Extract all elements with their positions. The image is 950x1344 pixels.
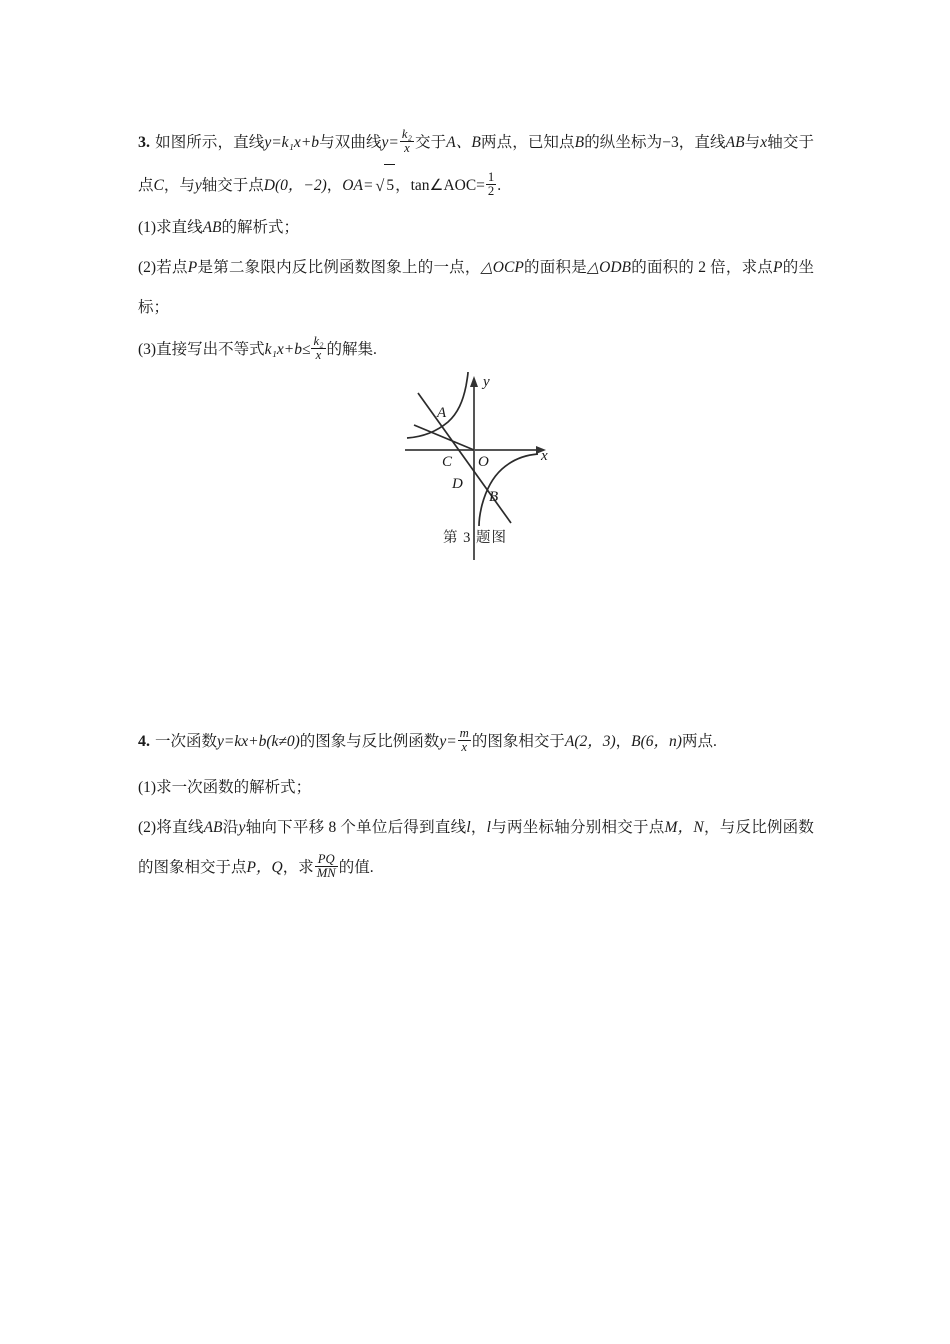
fraction-numerator: 1	[487, 169, 495, 184]
sub-question-text-b: 的解集.	[326, 341, 377, 358]
problem-3-stem-text-l: .	[497, 177, 502, 194]
problem-3-stem	[138, 122, 814, 207]
sub-question-text-c: 的面积是	[523, 259, 587, 276]
sub-question-math-a: AB	[203, 819, 223, 836]
sub-question-text-e: 的坐标；	[138, 259, 814, 316]
problem-3-point-d: D(0，−2)	[263, 177, 327, 194]
figure-label-y: y	[483, 374, 490, 390]
fraction-denominator: x	[311, 348, 325, 362]
sub-question-label: (1)	[138, 219, 157, 236]
problem-3-sub-2	[138, 248, 814, 328]
problem-4-number: 4.	[138, 733, 150, 750]
figure-label-C: C	[442, 454, 453, 470]
problem-3-hyper-lead: y=	[381, 134, 399, 151]
sub-question-math-d: P	[773, 259, 783, 276]
problem-3-tan-fraction	[486, 171, 496, 199]
sub-question-text-d: 的面积的 2 倍，求点	[630, 259, 774, 276]
problem-3-segment-ab: AB	[725, 134, 745, 151]
x-axis	[405, 446, 546, 454]
triangle-ocp: △OCP	[480, 259, 524, 276]
ratio-pq-mn-fraction	[315, 853, 338, 881]
problem-4-point-b: B(6，n)	[631, 733, 682, 750]
sub-question-text-h: 的值.	[338, 859, 374, 876]
problem-3-stem-text-f: 与	[744, 134, 761, 151]
sub-question-math-b: y	[238, 819, 246, 836]
problem-4-sub-2	[138, 808, 814, 888]
fraction-denominator: x	[400, 141, 414, 155]
problem-3-figure-caption: 第 3 题图	[443, 530, 507, 546]
triangle-odb: △ODB	[586, 259, 631, 276]
problem-3-point-c: C	[153, 177, 164, 194]
problem-3-stem-text-c: 交于	[414, 134, 447, 151]
fraction-numerator: k₂	[401, 126, 412, 141]
sub-question-text-a: 直接写出不等式	[156, 341, 265, 358]
problem-3-stem-text-g: 轴交于点	[138, 134, 814, 194]
sub-question-text-a: 求直线	[156, 219, 203, 236]
problem-4-hyperbola-fraction	[458, 727, 471, 755]
problem-3-stem-text-h: ，与	[163, 177, 195, 194]
fraction-numerator: m	[459, 725, 469, 740]
problem-4-stem-text-a: 一次函数	[155, 733, 218, 750]
problem-3-sub-1	[138, 208, 814, 248]
figure-label-O: O	[478, 454, 489, 470]
sub-question-label: (1)	[138, 779, 157, 796]
figure-label-A: A	[437, 405, 447, 421]
sub-question-text-b: 的解析式；	[221, 219, 300, 236]
problem-4-point-a: A(2，3)	[564, 733, 616, 750]
problem-3-points-ab: A、B	[446, 134, 481, 151]
sub-question-math-a: AB	[202, 219, 222, 236]
problem-4-stem-text-d: ，	[615, 733, 632, 750]
fraction-numerator: PQ	[317, 851, 335, 866]
problem-4-line-equation: y=kx+b(k≠0)	[217, 733, 300, 750]
sub-question-text-b: 沿	[222, 819, 239, 836]
radical-sign: √	[375, 177, 385, 195]
inequality-fraction	[311, 335, 325, 363]
fraction-numerator: k₂	[313, 333, 324, 348]
fraction-denominator: MN	[316, 866, 336, 881]
problem-3-stem-text-a: 如图所示，直线	[155, 134, 265, 151]
sub-question-text-a: 求一次函数的解析式；	[156, 779, 312, 796]
points-p-q: P，Q	[246, 859, 283, 876]
sub-question-math-d: l	[486, 819, 491, 836]
problem-3-sub-3	[138, 330, 814, 370]
sub-question-label: (2)	[138, 259, 157, 276]
sub-question-label: (3)	[138, 341, 157, 358]
problem-3-stem-text-b: 与双曲线	[319, 134, 382, 151]
sub-question-math-c: l	[466, 819, 471, 836]
fraction-denominator: 2	[487, 184, 495, 199]
figure-label-x: x	[541, 448, 548, 464]
problem-3-stem-text-i: 轴交于点	[201, 177, 264, 194]
points-m-n: M，N	[664, 819, 704, 836]
problem-4-sub-1	[138, 768, 814, 808]
sub-question-text-a: 若点	[156, 259, 188, 276]
problem-4-stem-text-c: 的图象相交于	[471, 733, 565, 750]
sub-question-text-g: ，求	[282, 859, 314, 876]
sub-question-text-b: 是第二象限内反比例函数图象上的一点，	[197, 259, 481, 276]
sub-question-text-c: 轴向下平移 8 个单位后得到直线	[245, 819, 467, 836]
problem-3-hyperbola-fraction	[400, 128, 414, 156]
problem-3-tan-label: tan∠AOC=	[410, 177, 485, 194]
problem-3-line-equation: y=k₁x+b	[264, 134, 320, 151]
problem-4-stem-text-b: 的图象与反比例函数	[299, 733, 440, 750]
sub-question-text-a: 将直线	[156, 819, 204, 836]
problem-3-stem-text-j: ，	[326, 177, 343, 194]
fraction-denominator: x	[458, 740, 471, 754]
problem-3-axis-x: x	[760, 134, 768, 151]
square-root-5	[373, 164, 395, 207]
problem-4-hyper-lead: y=	[439, 733, 457, 750]
problem-3-stem-text-d: 两点，已知点	[480, 134, 575, 151]
problem-3-stem-text-k: ，	[395, 177, 411, 194]
sub-question-text-d: ，	[470, 819, 487, 836]
sub-question-text-f: ，与反比例函数的图象相交于点	[138, 819, 814, 876]
problem-4-stem-text-e: 两点.	[681, 733, 717, 750]
inequality-left-side: k₁x+b≤	[264, 341, 311, 358]
sub-question-math-a: P	[187, 259, 198, 276]
problem-4-stem	[138, 722, 814, 762]
problem-3-number: 3.	[138, 134, 150, 151]
sub-question-label: (2)	[138, 819, 157, 836]
problem-3-axis-y: y	[194, 177, 202, 194]
figure-label-D: D	[452, 476, 463, 492]
sub-question-text-e: 与两坐标轴分别相交于点	[490, 819, 665, 836]
figure-label-B: B	[489, 489, 499, 505]
radicand-value: 5	[384, 164, 395, 207]
problem-3-point-b: B	[574, 134, 585, 151]
problem-3-oa-label: OA=	[342, 177, 374, 194]
problem-3-stem-text-e: 的纵坐标为−3，直线	[584, 134, 726, 151]
